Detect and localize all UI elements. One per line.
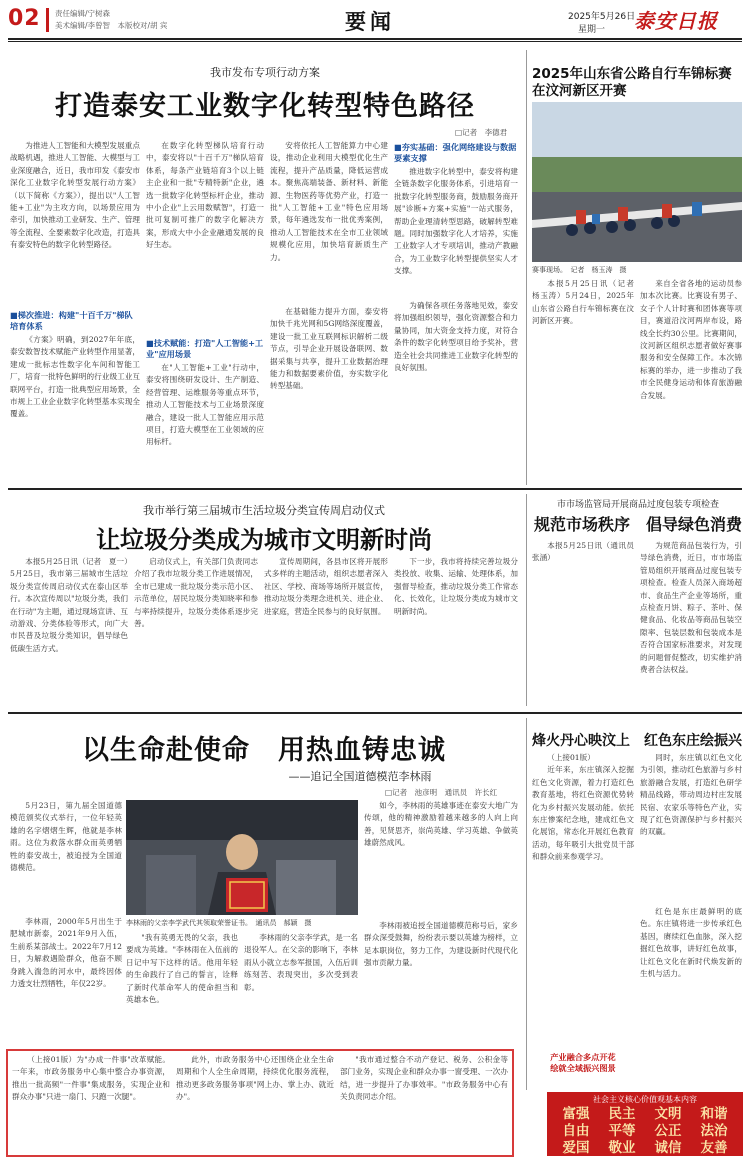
core-value: 平等 bbox=[608, 1123, 636, 1139]
consume-headline: 规范市场秩序 倡导绿色消费 bbox=[533, 515, 742, 534]
redculture-column-3 bbox=[640, 906, 742, 1086]
bike-race-photo-svg bbox=[532, 102, 742, 262]
feature-column-3 bbox=[364, 800, 518, 916]
lead-paragraph: 《方案》明确，到2027年年底，泰安数智技术赋能产业转型作用显著，建成一批标志性数字化车间和智能工厂，培育一批特色鲜明的行业级工业互联网平台，打造一批典型应用场景，全市规上工业企业数字化转型基本实现全覆盖。 bbox=[10, 335, 140, 419]
lead-paragraph: 安将依托人工智能算力中心建设，推动企业利用大模型优化生产流程，提升产品质量，降低运营成本。聚焦高端装备、新材料、新能源、生物医药等优势产业，打造一批"人工智能+工业"特色应用场景，每年遴选发布一批优秀案例，推动人工智能技术在全市工业领域规模化应用，加快培育新质生产力。 bbox=[270, 141, 388, 262]
lead-paragraph: 推进数字化转型中，泰安将构建全链条数字化服务体系，引进培育一批数字化转型服务商，鼓励服务商开展"诊断+方案+实施"一站式服务，帮助企业理清转型思路，破解转型难题。同时加强数字化人才培养，实施工业数字人才专项培训，推动产教融合，为工业数字化转型提供坚实人才支撑。 bbox=[394, 167, 518, 276]
editor-line-1: 责任编辑/宁树森 bbox=[55, 9, 111, 18]
lead-paragraph: 在基础能力提升方面，泰安将加快千兆光网和5G网络深度覆盖，建设一批工业互联网标识解析二级节点，引导企业开展设备联网、数据采集与共享，提升工业数据治理能力和数据要素价值，夯实数字化转型基础。 bbox=[270, 307, 388, 391]
page-number-bar bbox=[46, 8, 49, 32]
issue-weekday: 星期一 bbox=[578, 25, 606, 35]
lead-column-3 bbox=[270, 140, 388, 300]
lead-subhead-2: ■技术赋能：打造"人工智能+工业"应用场景 bbox=[146, 338, 264, 359]
continued-paragraph: 此外，市政务服务中心还围绕企业全生命周期和个人全生命周期，持续优化服务流程，推动更多政务服务事项"网上办、掌上办、就近办"。 bbox=[176, 1055, 334, 1102]
waste-column-2 bbox=[134, 556, 258, 706]
feature-column-1b bbox=[10, 916, 122, 1042]
lead-column-3b bbox=[270, 306, 388, 482]
bike-caption: 赛事现场。 记者 杨玉涛 摄 bbox=[532, 266, 627, 274]
bike-paragraph: 来自全省各地的运动员参加本次比赛。比赛设有男子、女子个人计时赛和团体赛等项目，赛道沿汶河两岸布设，路线全长约30公里。比赛期间，汶河新区组织志愿者做好赛事服务和安全保障工作。本次锦标赛的举办，进一步推动了我市全民健身运动和体育旅游融合发展。 bbox=[640, 279, 742, 400]
redculture-column-1 bbox=[532, 752, 634, 1052]
lead-subhead-1: ■梯次推进：构建"十百千万"梯队培育体系 bbox=[10, 310, 133, 331]
section-rule bbox=[8, 712, 742, 714]
column-divider bbox=[526, 718, 527, 1090]
core-value: 和谐 bbox=[700, 1106, 728, 1122]
continued-column-1 bbox=[12, 1054, 170, 1152]
redculture-paragraph: 同时，东庄镇以红色文化为引领，推动红色旅游与乡村旅游融合发展，打造红色研学精品线路，带动周边村庄发展民宿、农家乐等特色产业，实现了红色资源保护与乡村振兴的双赢。 bbox=[640, 753, 742, 837]
masthead-rule-thin bbox=[8, 41, 742, 42]
waste-column-3 bbox=[264, 556, 388, 706]
waste-column-4 bbox=[394, 556, 518, 706]
core-value: 自由 bbox=[562, 1123, 590, 1139]
newspaper-logo: 泰安日报 bbox=[634, 9, 718, 33]
feature-column-1 bbox=[10, 800, 122, 912]
core-values-grid bbox=[553, 1106, 737, 1156]
core-value: 富强 bbox=[562, 1106, 590, 1122]
redculture-paragraph: 红色是东庄最鲜明的底色。东庄镇将进一步传承红色基因，赓续红色血脉，深入挖掘红色故事，讲好红色故事，让红色文化在新时代焕发新的生机与活力。 bbox=[640, 907, 742, 979]
lead-column-4b bbox=[394, 300, 518, 482]
feature-subtitle: ——追记全国道德模范李林雨 bbox=[288, 770, 432, 783]
section-title: 要闻 bbox=[345, 10, 395, 34]
core-value: 敬业 bbox=[608, 1140, 636, 1156]
waste-headline: 让垃圾分类成为城市文明新时尚 bbox=[96, 526, 432, 554]
lead-paragraph: 为推进人工智能和大模型发展重点战略机遇，推进人工智能、大模型与工业深度融合，近日，我市印发《泰安市深化工业数字化转型发展行动方案》（以下简称《方案》），提出以"人工智能+工业"为主攻方向，以场景应用为牵引，加快推动工业研发、生产、管理等全流程、全要素数字化改造，打造具有泰安特色的数字化转型路径。 bbox=[10, 141, 140, 250]
redculture-headline: 烽火丹心映汶上 红色东庄绘振兴 bbox=[532, 733, 742, 749]
bike-headline: 2025年山东省公路自行车锦标赛在汶河新区开赛 bbox=[532, 66, 732, 99]
feature-photo bbox=[126, 800, 358, 915]
core-value: 诚信 bbox=[654, 1140, 682, 1156]
feature-paragraph: 如今，李林雨的英雄事迹在泰安大地广为传颂，他的精神激励着越来越多的人向上向善，见贤思齐，崇尚英雄、学习英雄、争做英雄蔚然成风。 bbox=[364, 801, 518, 848]
feature-caption: 李林雨的父亲李学武代其领取荣誉证书。 通讯员 郝颖 摄 bbox=[126, 919, 312, 927]
lead-column-2 bbox=[146, 140, 264, 328]
feature-paragraph: 5月23日，第九届全国道德模范颁奖仪式举行，一位年轻英雄的名字熠熠生辉，他就是李林雨。这位为救落水群众而英勇牺牲的泰安战士，被追授为全国道德模范。 bbox=[10, 801, 122, 873]
feature-photo-svg bbox=[126, 800, 358, 915]
lead-column-1b bbox=[10, 334, 140, 482]
redculture-paragraph: 近年来，东庄镇深入挖掘红色文化资源，着力打造红色教育基地，将红色资源优势转化为乡村振兴发展动能。依托东庄惨案纪念地，建成红色文化展馆，常态化开展红色教育活动，每年吸引大批党员干部和群众前来参观学习。 bbox=[532, 765, 634, 862]
redculture-paragraph: （上接01版） bbox=[547, 753, 595, 762]
core-value: 友善 bbox=[700, 1140, 728, 1156]
lead-column-1 bbox=[10, 140, 140, 308]
continued-column-3 bbox=[340, 1054, 508, 1152]
lead-column-4 bbox=[394, 166, 518, 296]
lead-paragraph: 为确保各项任务落地见效，泰安将加强组织领导，强化资源整合和力量协同，加大资金支持力度，对符合条件的数字化转型项目给予奖补，营造全社会共同推进工业数字化转型的良好氛围。 bbox=[394, 301, 518, 373]
lead-subhead-3: ■夯实基础：强化网络建设与数据要素支撑 bbox=[394, 142, 517, 163]
waste-paragraph: 下一步，我市将持续完善垃圾分类投放、收集、运输、处理体系，加强督导检查，推动垃圾分类工作常态化、长效化，让垃圾分类成为城市文明新时尚。 bbox=[394, 557, 518, 616]
feature-paragraph: 李林雨的父亲李学武，是一名退役军人。在父亲的影响下，李林雨从小就立志参军报国，入伍后训练刻苦、表现突出，多次受到表彰。 bbox=[244, 933, 358, 992]
lead-kicker: 我市发布专项行动方案 bbox=[210, 66, 320, 79]
consume-kicker: 市市场监管局开展商品过度包装专项检查 bbox=[556, 500, 719, 510]
consume-column-1 bbox=[532, 540, 642, 700]
consume-paragraph: 为规范商品包装行为，引导绿色消费，近日，市市场监管局组织开展商品过度包装专项检查。检查人员深入商场超市、食品生产企业等场所，重点检查月饼、粽子、茶叶、保健食品、化妆品等商品包装空隙率、包装层数和包装成本是否符合国家标准要求，对发现的问题督促整改，切实维护消费者合法权益。 bbox=[640, 541, 742, 675]
continued-paragraph: "我市通过整合不动产登记、税务、公积金等部门业务，实现企业和群众办事一窗受理、一次办结，进一步提升了办事效率。"市政务服务中心有关负责同志介绍。 bbox=[340, 1055, 508, 1102]
bike-race-photo bbox=[532, 102, 742, 262]
continued-paragraph: （上接01版）为"办成一件事"改革赋能。一年来，市政务服务中心集中整合办事资源，推出一批高频"一件事"集成服务，实现企业和群众办事"只进一扇门、只跑一次腿"。 bbox=[12, 1055, 170, 1102]
page-number: 02 bbox=[8, 6, 41, 31]
lead-paragraph: 在数字化转型梯队培育行动中，泰安将以"十百千万"梯队培育体系，每条产业链培育3个以上链主企业和一批"专精特新"企业，遴选一批数字化转型标杆企业，推动中小企业"上云用数赋智"，打造一批可复制可推广的数字化解决方案，形成大中小企业融通发展的良好生态。 bbox=[146, 141, 264, 250]
feature-column-2b bbox=[244, 932, 358, 1042]
feature-paragraph: 李林雨被追授全国道德模范称号后，家乡群众深受鼓舞，纷纷表示要以英雄为榜样，立足本职岗位，努力工作，为建设新时代现代化强市贡献力量。 bbox=[364, 921, 518, 968]
lead-headline: 打造泰安工业数字化转型特色路径 bbox=[55, 91, 475, 122]
feature-paragraph: 李林雨，2000年5月出生于肥城市新泰，2021年9月入伍，生前系某部战士。2022年7月12日，为解救遇险群众，他奋不顾身跳入湍急的河水中，最终因体力透支壮烈牺牲，年仅22岁。 bbox=[10, 917, 122, 989]
editor-line-2: 美术编辑/李曾智 本版校对/胡 宾 bbox=[55, 21, 168, 30]
waste-kicker: 我市举行第三届城市生活垃圾分类宣传周启动仪式 bbox=[143, 504, 385, 517]
feature-column-3b bbox=[364, 920, 518, 1042]
lead-byline: □记者 李德君 bbox=[455, 128, 508, 137]
masthead-rule bbox=[8, 38, 742, 40]
waste-paragraph: 启动仪式上，有关部门负责同志介绍了我市垃圾分类工作进展情况，全市已建成一批垃圾分类示范小区、示范单位，居民垃圾分类知晓率和参与率持续提升，垃圾分类体系逐步完善。 bbox=[134, 557, 258, 629]
bike-column-1 bbox=[532, 278, 642, 478]
core-value: 文明 bbox=[654, 1106, 682, 1122]
waste-paragraph: 宣传周期间，各县市区将开展形式多样的主题活动，组织志愿者深入社区、学校、商场等场所开展宣传，推动垃圾分类理念进机关、进企业、进家庭，营造全民参与的良好氛围。 bbox=[264, 557, 388, 616]
lead-paragraph: 在"人工智能+工业"行动中，泰安将围绕研发设计、生产制造、经营管理、运维服务等重点环节，推动人工智能技术与工业场景深度融合，建设一批人工智能应用示范项目，打造大模型在工业领域的应用标杆。 bbox=[146, 363, 264, 447]
masthead bbox=[0, 0, 750, 40]
core-values-title: 社会主义核心价值观基本内容 bbox=[593, 1095, 697, 1104]
bike-paragraph: 本报5月25日讯（记者 杨玉涛）5月24日，2025年山东省公路自行车锦标赛在汶河新区开赛。 bbox=[532, 279, 642, 326]
continued-column-2 bbox=[176, 1054, 334, 1152]
feature-headline: 以生命赴使命 用热血铸忠诚 bbox=[82, 735, 446, 766]
feature-paragraph: "我有英勇无畏的父亲，我也要成为英雄。"李林雨在入伍前的日记中写下这样的话。他用年轻的生命践行了自己的誓言，诠释了新时代革命军人的使命担当和英雄本色。 bbox=[126, 933, 238, 1005]
core-values-panel bbox=[547, 1092, 743, 1156]
lead-column-2b bbox=[146, 362, 264, 482]
issue-date: 2025年5月26日 bbox=[568, 12, 636, 22]
waste-paragraph: 本报5月25日讯（记者 夏一）5月25日，我市第三届城市生活垃圾分类宣传周启动仪式在泰山区举行。本次宣传周以"垃圾分类，我们在行动"为主题，通过现场宣讲、互动游戏、分类体验等形式，向广大市民普及垃圾分类知识，倡导绿色低碳生活方式。 bbox=[10, 557, 128, 653]
bike-column-2 bbox=[640, 278, 742, 478]
waste-column-1 bbox=[10, 556, 128, 706]
core-value: 民主 bbox=[608, 1106, 636, 1122]
core-value: 公正 bbox=[654, 1123, 682, 1139]
redculture-subhead: 产业融合多点开花 绘就全域振兴图景 bbox=[550, 1052, 616, 1073]
core-value: 法治 bbox=[700, 1123, 728, 1139]
core-value: 爱国 bbox=[562, 1140, 590, 1156]
section-rule bbox=[8, 488, 742, 490]
redculture-column-2 bbox=[640, 752, 742, 902]
column-divider bbox=[526, 50, 527, 485]
column-divider bbox=[526, 494, 527, 706]
consume-column-2 bbox=[640, 540, 742, 700]
consume-paragraph: 本报5月25日讯（通讯员 张涵） bbox=[532, 541, 642, 563]
feature-column-2 bbox=[126, 932, 238, 1042]
feature-byline: □记者 池彦明 通讯员 许长红 bbox=[385, 788, 498, 797]
